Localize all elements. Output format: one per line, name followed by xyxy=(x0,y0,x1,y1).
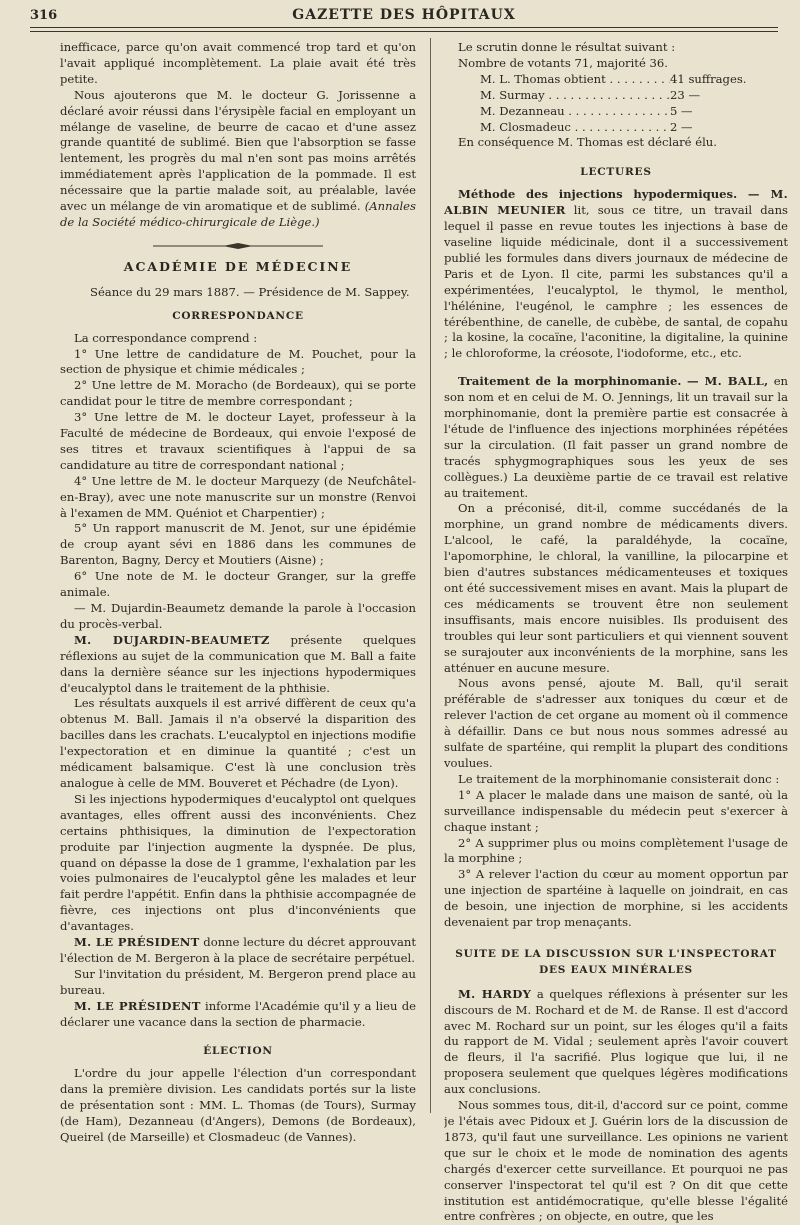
seance-line: Séance du 29 mars 1887. — Présidence de M. Sappey. xyxy=(90,284,410,299)
section-title-line: SUITE DE LA DISCUSSION SUR L'INSPECTORAT xyxy=(455,947,777,960)
list-item: 1° A placer le malade dans une maison de santé, où la surveillance indispensable du médecin peut s'exercer à chaque instant ; xyxy=(444,787,788,834)
running-title: GAZETTE DES HÔPITAUX xyxy=(292,7,516,23)
vote-count: 23 — xyxy=(670,87,701,102)
speaker-name: M. ALBIN MEUNIER xyxy=(444,187,788,218)
subsection-title-correspondance: CORRESPONDANCE xyxy=(172,309,304,322)
list-item: 2° A supprimer plus ou moins complètement l'usage de la morphine ; xyxy=(444,835,788,866)
paragraph: Les résultats auxquels il est arrivé diffèrent de ceux qu'a obtenus M. Ball. Jamais il n'a observé la disparition des bacilles dans les crachats. L'eucalyptol en injections modifie l'expectoration et en diminue la quantité ; c'est un médicament balsamique. C'est là une conclusion très analogue à celle de MM. Bouveret et Péchadre (de Lyon). xyxy=(60,696,416,790)
list-item: 3° Une lettre de M. le docteur Layet, professeur à la Faculté de médecine de Bordeaux, qui envoie l'exposé de ses titres et travaux scientifiques à l'appui de sa candidature au titre de correspondant national ; xyxy=(60,410,416,472)
paragraph-text: donne lecture du décret approuvant l'élection de M. Bergeron à la place de secrétaire perpétuel. xyxy=(60,935,416,965)
paragraph: En conséquence M. Thomas est déclaré élu. xyxy=(458,135,717,150)
vote-row xyxy=(480,72,760,88)
subsection-title-election: ÉLECTION xyxy=(203,1045,273,1058)
vote-count: 2 — xyxy=(670,119,693,134)
section-divider-ornament xyxy=(153,241,323,251)
vote-candidate: M. L. Thomas obtient . . . xyxy=(480,72,670,88)
paragraph: Sur l'invitation du président, M. Bergeron prend place au bureau. xyxy=(60,966,416,997)
section-title-academie: ACADÉMIE DE MÉDECINE xyxy=(123,258,353,274)
section-title-line: DES EAUX MINÉRALES xyxy=(539,963,693,976)
paragraph: Si les injections hypodermiques d'eucalyptol ont quelques avantages, elles offrent aussi des inconvénients. Chez certains phthisiques, la diminution de l'expectoration produite par l'injection augmente la dyspnée. De plus, quand on dépasse la dose de 1 gramme, l'exhalation par les voies pulmonaires de l'eucalyptol gêne les malades et leur fait perdre l'appétit. Enfin dans la phthisie accompagnée de fièvre, ces injections ont plus d'inconvénients que d'avantages. xyxy=(60,791,416,934)
list-item: 1° Une lettre de candidature de M. Pouchet, pour la section de physique et chimie médicales ; xyxy=(60,346,416,377)
vote-count: 5 — xyxy=(670,103,693,118)
speaker-name: M. HARDY xyxy=(458,986,532,1001)
paragraph-text: en son nom et en celui de M. O. Jennings, lit un travail sur la morphinomanie, dont la première partie est consacrée à l'étude de l'influence des injections morphinées répétées sur la circulation. (Il fait passer un grand nombre de tracés sphygmographiques sous les yeux de ses collègues.) La deuxième partie de ce travail est relative au traitement. xyxy=(444,374,788,500)
paragraph: On a préconisé, dit-il, comme succédanés de la morphine, un grand nombre de médicaments divers. L'alcool, le café, la paraldéhyde, la cocaïne, l'apomorphine, le chloral, la vanilline, la pilocarpine et bien d'autres substances médicamenteuses et toxiques ont été successivement mises en avant. Mais la plupart de ces médicaments se trouvent être non seulement insuffisants, mais encore nuisibles. Ils produisent des troubles qui leur sont particuliers et qui viennent souvent se surajouter aux inconvénients de la morphine, sans les atténuer en aucune mesure. xyxy=(444,501,788,675)
speaker-name: M. BALL, xyxy=(698,374,769,389)
left-column xyxy=(60,40,416,1146)
vote-row xyxy=(480,120,760,136)
page-number: 316 xyxy=(30,7,58,23)
paragraph-text: lit, sous ce titre, un travail dans lequel il passe en revue toutes les injections à base de vaseline liquide médicinale, dont il a successivement publié les formules dans divers journaux de médecine de Paris et de Lyon. Il cite, parmi les substances qu'il a expérimentées, l'eucalyptol, le thymol, le menthol, l'hélénine, l'eugénol, le camphre ; les essences de térébenthine, de canelle, de cubèbe, de santal, de copahu ; la kosine, la cocaïne, l'aconitine, la digitaline, la quinine ; le chloroforme, la créosote, l'iodoforme, etc., etc. xyxy=(444,203,788,361)
article-title: Traitement de la morphinomanie. — xyxy=(458,374,699,389)
paragraph xyxy=(60,88,416,231)
paragraph xyxy=(444,187,788,362)
list-item: 6° Une note de M. le docteur Granger, sur la greffe animale. xyxy=(60,569,416,600)
paragraph: Le traitement de la morphinomanie consisterait donc : xyxy=(458,771,780,786)
section-title-suite xyxy=(444,947,788,979)
paragraph: Nous sommes tous, dit-il, d'accord sur ce point, comme je l'étais avec Pidoux et J. Guérin lors de la discussion de 1873, qu'il faut une surveillance. Les opinions ne varient que sur le choix et le mode de nomination des agents chargés d'exercer cette surveillance. Et pourquoi ne pas conserver l'inspectorat tel qu'il est ? On dit que cette institution est antidémocratique, qu'elle blesse l'égalité entre confrères ; on objecte, en outre, que les xyxy=(444,1098,788,1224)
paragraph: L'ordre du jour appelle l'élection d'un correspondant dans la première division. Les candidats portés sur la liste de présentation sont : MM. L. Thomas (de Tours), Surmay (de Ham), Dezanneau (d'Angers), Demons (de Bordeaux), Queirel (de Marseille) et Closmadeuc (de Vannes). xyxy=(60,1066,416,1144)
list-item: 4° Une lettre de M. le docteur Marquezy (de Neufchâtel-en-Bray), avec une note manuscrite sur un monstre (Renvoi à l'examen de MM. Quéniot et Charpentier) ; xyxy=(60,473,416,520)
right-column xyxy=(444,40,788,1225)
vote-candidate: M. Closmadeuc . . . xyxy=(480,120,670,136)
paragraph xyxy=(444,374,788,501)
header-rule-bottom xyxy=(30,31,778,32)
list-item: 5° Un rapport manuscrit de M. Jenot, sur une épidémie de croup ayant sévi en 1886 dans les communes de Barenton, Bagny, Dercy et Moutiers (Aisne) ; xyxy=(60,521,416,568)
paragraph-text: a quelques réflexions à présenter sur les discours de M. Rochard et de M. de Ranse. Il est d'accord avec M. Rochard sur un point, sur les éloges qu'il a faits du rapport de M. Vidal ; seulement après l'avoir couvert de fleurs, il l'a sacrifié. Plus logique que lui, il ne proposera seulement que quelques légères modifications aux conclusions. xyxy=(444,986,788,1097)
paragraph-text: informe l'Académie qu'il y a lieu de déclarer une vacance dans la section de pharmacie. xyxy=(60,998,416,1029)
vote-candidate: M. Surmay . . . xyxy=(480,88,670,104)
paragraph: Le scrutin donne le résultat suivant : xyxy=(458,40,676,54)
paragraph: La correspondance comprend : xyxy=(74,330,258,345)
paragraph: inefficace, parce qu'on avait commencé trop tard et qu'on l'avait appliqué incomplètement. La plaie avait été très petite. xyxy=(60,40,416,86)
paragraph: Nous avons pensé, ajoute M. Ball, qu'il serait préférable de s'adresser aux toniques du cœur et de relever l'action de cet organe au moment où il commence à défaillir. Dans ce but nous nous sommes adressé au sulfate de spartéine, qui remplit la plupart des conditions voulues. xyxy=(444,676,788,770)
speaker-name: M. LE PRÉSIDENT xyxy=(74,998,201,1013)
header-rule-top xyxy=(30,27,778,28)
vote-candidate: M. Dezanneau . . . xyxy=(480,104,670,120)
speaker-name: M. LE PRÉSIDENT xyxy=(74,935,200,950)
paragraph-text: Nous ajouterons que M. le docteur G. Jorissenne a déclaré avoir réussi dans l'érysipèle facial en employant un mélange de vaseline, de beurre de cacao et d'une assez grande quantité de sublimé. Bien que l'absorption se fasse lentement, les progrès du mal n'en sont pas moins arrêtés immédiatement après l'application de la pommade. Il est nécessaire que la partie malade soit, au préalable, lavée avec un mélange de vin aromatique et de sublimé. xyxy=(60,87,416,214)
source-citation: (Annales de la Société médico-chirurgicale de Liège.) xyxy=(60,199,416,229)
article-title: Méthode des injections hypodermiques. — xyxy=(458,187,760,202)
list-item: 3° A relever l'action du cœur au moment opportun par une injection de spartéine à laquelle on joindrait, en cas de besoin, une injection de morphine, si les accidents devenaient par trop menaçants. xyxy=(444,867,788,930)
paragraph-text: présente quelques réflexions au sujet de la communication que M. Ball a faite dans la dernière séance sur les injections hypodermiques d'eucalyptol dans le traitement de la phthisie. xyxy=(60,632,416,695)
page-header xyxy=(30,4,778,26)
vote-count: 41 suffrages. xyxy=(670,71,747,86)
section-title-lectures: LECTURES xyxy=(580,166,652,179)
paragraph: — M. Dujardin-Beaumetz demande la parole à l'occasion du procès-verbal. xyxy=(60,601,416,631)
paragraph xyxy=(444,987,788,1098)
paragraph xyxy=(60,633,416,697)
list-item: 2° Une lettre de M. Moracho (de Bordeaux), qui se porte candidat pour le titre de membre correspondant ; xyxy=(60,378,416,409)
paragraph xyxy=(60,999,416,1031)
paragraph xyxy=(60,935,416,967)
vote-row xyxy=(480,88,760,104)
speaker-name: M. DUJARDIN-BEAUMETZ xyxy=(74,632,270,647)
column-separator xyxy=(430,38,431,1113)
paragraph: Nombre de votants 71, majorité 36. xyxy=(458,55,668,70)
vote-row xyxy=(480,104,760,120)
